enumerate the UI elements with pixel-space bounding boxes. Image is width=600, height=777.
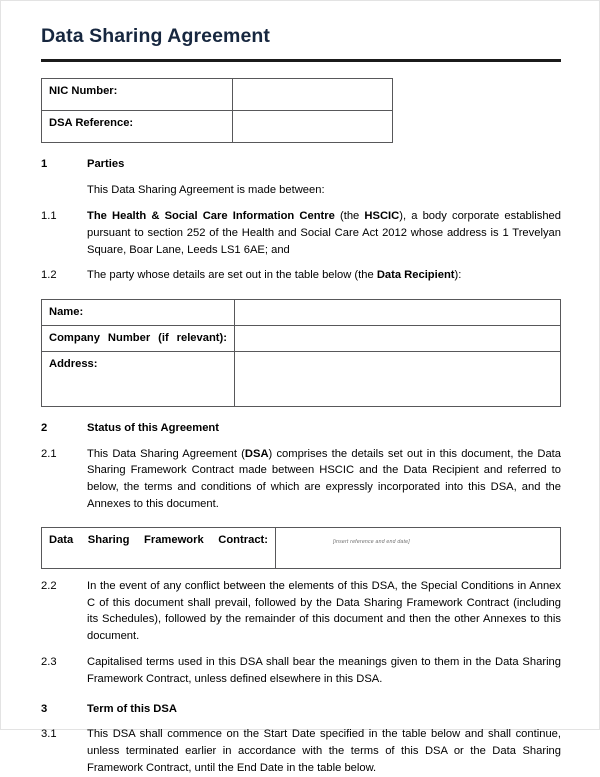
clause-1-2-text: [87, 267, 561, 284]
clause-3-1-text: This DSA shall commence on the Start Date specified in the table below and shall continue, unless terminated earlier in accordance with the terms of this DSA or the Data Sharing Framework Contract, until the End Date in the table below.: [87, 728, 561, 774]
recipient-address-value[interactable]: [235, 351, 561, 406]
clause-2-2-text: In the event of any conflict between the elements of this DSA, the Special Conditions in Annex C of this document shall prevail, followed by the Data Sharing Framework Contract (including its Schedules), followed by the remainder of this document and then the other Annexes to this document.: [87, 579, 561, 643]
nic-reference-table: [41, 78, 393, 143]
clause-1-1-abbreviation: HSCIC: [364, 210, 400, 223]
nic-number-value[interactable]: [233, 79, 393, 111]
clause-2-1: [41, 446, 561, 513]
recipient-address-label: Address:: [42, 351, 235, 406]
clause-1-2-tail: ):: [454, 269, 462, 282]
recipient-name-value[interactable]: [235, 300, 561, 326]
section-3-title: Term of this DSA: [87, 702, 177, 715]
table-row: [42, 351, 561, 406]
clause-2-3: [41, 654, 561, 688]
clause-1-1-connector: (the: [334, 210, 365, 223]
page-content: [41, 25, 561, 777]
clause-2-1-number: 2.1: [41, 447, 57, 460]
clause-1-2: [41, 267, 561, 284]
clause-2-2-number: 2.2: [41, 579, 57, 592]
table-row: [42, 527, 561, 568]
table-row: [42, 300, 561, 326]
table-row: [42, 325, 561, 351]
framework-contract-table: [41, 527, 561, 569]
clause-1-2-number: 1.2: [41, 269, 57, 282]
section-2-title: Status of this Agreement: [87, 421, 219, 434]
clause-1-1-text: [87, 208, 561, 258]
recipient-company-number-value[interactable]: [235, 325, 561, 351]
clause-2-3-number: 2.3: [41, 655, 57, 668]
clause-2-1-text: [87, 446, 561, 513]
clause-2-1-defined-term: DSA: [244, 447, 269, 460]
section-1-intro-number: [41, 182, 87, 199]
clause-1-1-number: 1.1: [41, 210, 57, 223]
data-recipient-table: [41, 299, 561, 407]
clause-2-3-text: Capitalised terms used in this DSA shall bear the meanings given to them in the Data Sharing Framework Contract, unless defined elsewhere in this DSA.: [87, 655, 561, 685]
table-row: [42, 111, 393, 143]
section-3-heading: [41, 701, 561, 718]
clause-2-1-tail: ) comprises the details set out in this document, the Data Sharing Framework Contract made between HSCIC and the Data Recipient and referred to below, the terms and conditions of which are expressly incorporated into this DSA, and the Annexes to this document.: [87, 447, 561, 510]
clause-1-2-lead: The party whose details are set out in the table below (the: [87, 269, 377, 282]
clause-1-1: [41, 208, 561, 258]
clause-1-1-party-name: The Health & Social Care Information Centre: [87, 210, 335, 223]
clause-1-2-defined-term: Data Recipient: [376, 269, 455, 282]
title-divider: [41, 59, 561, 62]
section-1-intro: [41, 182, 561, 199]
clause-1-1-remainder: ), a body corporate established pursuant to section 252 of the Health and Social Care Act 2012 whose address is 1 Trevelyan Square, Boar Lane, Leeds LS1 6AE; and: [87, 210, 561, 256]
section-1-number: 1: [41, 158, 48, 171]
clause-3-1: [41, 726, 561, 776]
clause-3-1-number: 3.1: [41, 728, 57, 741]
recipient-company-number-label: Company Number (if relevant):: [42, 325, 235, 351]
section-1-title: Parties: [87, 158, 125, 171]
clause-2-1-lead: This Data Sharing Agreement (: [87, 447, 245, 460]
framework-contract-value[interactable]: [276, 527, 561, 568]
section-1-intro-text: This Data Sharing Agreement is made between:: [87, 184, 325, 197]
dsa-reference-value[interactable]: [233, 111, 393, 143]
table-row: [42, 79, 393, 111]
section-1-heading: [41, 156, 561, 173]
page-title: Data Sharing Agreement: [41, 25, 271, 47]
clause-2-2: [41, 578, 561, 645]
section-2-heading: [41, 420, 561, 437]
framework-contract-placeholder: [insert reference and end date]: [333, 538, 410, 545]
section-2-number: 2: [41, 421, 48, 434]
nic-number-label: NIC Number:: [42, 79, 233, 111]
recipient-name-label: Name:: [42, 300, 235, 326]
dsa-reference-label: DSA Reference:: [42, 111, 233, 143]
framework-contract-label: Data Sharing Framework Contract:: [42, 527, 276, 568]
section-3-number: 3: [41, 702, 48, 715]
